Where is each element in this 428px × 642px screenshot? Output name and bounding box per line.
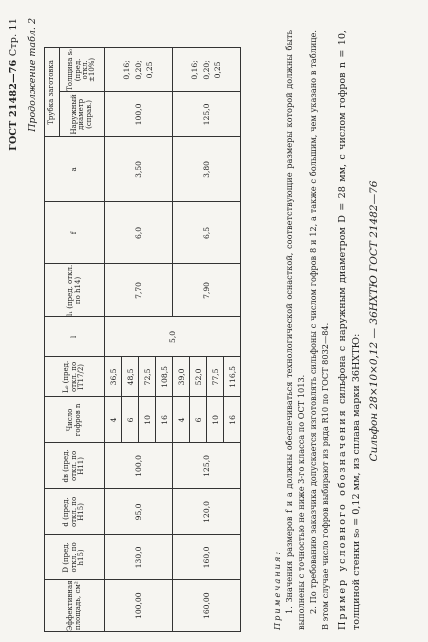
cell-area: 160,00	[173, 580, 241, 632]
header-a: a	[45, 137, 105, 202]
cell-tube-outer: 125,0	[173, 92, 241, 137]
cell-area: 100,00	[105, 580, 173, 632]
cell-n: 16	[156, 397, 173, 443]
cell-d: 120,0	[173, 489, 241, 535]
cell-L: 116,5	[224, 357, 241, 397]
page-header	[8, 18, 19, 151]
cell-n: 4	[105, 397, 122, 443]
header-n: Число гофров n	[45, 397, 105, 443]
header-tube-outer: Наружный диаметр (справ.)	[60, 92, 105, 137]
cell-n: 4	[173, 397, 190, 443]
table-continuation-label: Продолжение табл. 2	[27, 18, 38, 132]
cell-n: 6	[190, 397, 207, 443]
cell-l: 5,0	[105, 317, 241, 357]
example-paragraph	[336, 30, 364, 630]
cell-dv: 125,0	[173, 443, 241, 489]
header-l1: l₁ (пред. откл. по h14)	[45, 264, 105, 317]
dimensions-table	[44, 47, 241, 632]
notes-title: Примечания:	[272, 549, 282, 630]
tube-wall-values: 0,16; 0,20; 0,25	[121, 60, 155, 80]
cell-L: 48,5	[122, 357, 139, 397]
example-designation: Сильфон 28×10×0,12 — 36НХТЮ ГОСТ 21482—76	[368, 180, 380, 462]
header-area: Эффективная площадь, см²	[45, 580, 105, 632]
cell-dv: 100,0	[105, 443, 173, 489]
example-lead: Пример условного обозначения	[337, 408, 348, 630]
cell-L: 72,5	[139, 357, 156, 397]
header-dv: dв (пред. откл. по H11)	[45, 443, 105, 489]
cell-tube-wall	[105, 48, 173, 92]
standard-number: ГОСТ 21482—76	[8, 59, 19, 151]
tube-wall-values: 0,16; 0,20; 0,25	[189, 60, 223, 80]
header-D: D (пред. откл. по h15)	[45, 535, 105, 580]
cell-n: 6	[122, 397, 139, 443]
cell-L: 108,5	[156, 357, 173, 397]
header-f: f	[45, 202, 105, 264]
cell-tube-wall	[173, 48, 241, 92]
cell-L: 52,0	[190, 357, 207, 397]
cell-f: 6,0	[105, 202, 173, 264]
cell-f: 6,5	[173, 202, 241, 264]
cell-a: 3,50	[105, 137, 173, 202]
notes-section	[271, 30, 331, 630]
example-text: сильфона с наружным диаметром D = 28 мм, с числом гофров n = 10, толщиной стенки s₀ = 0,12 мм, из сплава марки 36НХТЮ:	[337, 30, 362, 630]
cell-a: 3,80	[173, 137, 241, 202]
cell-L: 39,0	[173, 357, 190, 397]
cell-l1: 7,90	[173, 264, 241, 317]
page-number: Стр. 11	[8, 18, 19, 57]
cell-n: 10	[207, 397, 224, 443]
cell-L: 77,5	[207, 357, 224, 397]
note-item: 1. Значения размеров f и a должны обеспечиваться технологической оснасткой, соответствующие размеры которой должны быть выполнены с точностью не ниже 3-го класса по ОСТ 1013.	[284, 30, 306, 630]
cell-l1: 7,70	[105, 264, 173, 317]
cell-D: 160,0	[173, 535, 241, 580]
note-item: 2. По требованию заказчика допускается изготовлять сильфоны с числом гофров 8 и 12, а также с большим, чем указано в таблице. В этом случае число гофров выбирают из ряда R10 по ГОСТ 8032—84.	[308, 30, 330, 630]
cell-L: 36,5	[105, 357, 122, 397]
cell-n: 10	[139, 397, 156, 443]
cell-n: 16	[224, 397, 241, 443]
header-tube-wall: Толщина s₀ (пред. откл. ±10%)	[60, 48, 105, 92]
cell-tube-outer: 100,0	[105, 92, 173, 137]
cell-d: 95,0	[105, 489, 173, 535]
header-L: L₀ (пред. откл. по IT17/2)	[45, 357, 105, 397]
cell-D: 130,0	[105, 535, 173, 580]
header-l: l	[45, 317, 105, 357]
header-tube: Трубка заготовка	[45, 48, 60, 137]
header-d: d (пред. откл. по H15)	[45, 489, 105, 535]
